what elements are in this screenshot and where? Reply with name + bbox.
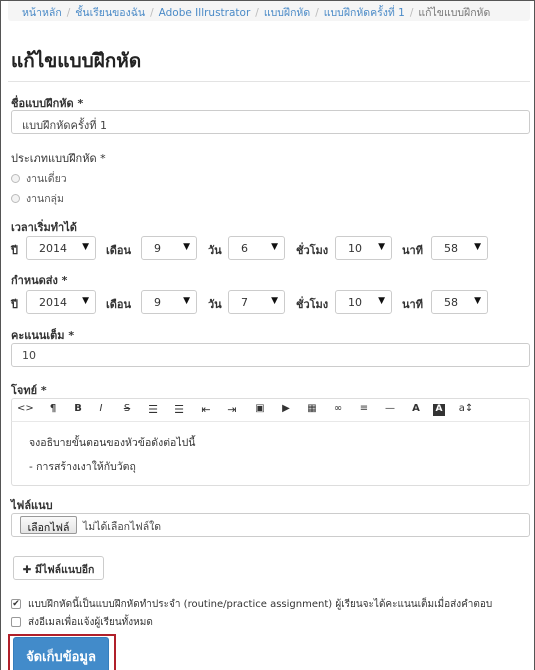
due-month-select[interactable] <box>141 290 197 314</box>
radio-group[interactable] <box>11 191 64 205</box>
breadcrumb-exercises[interactable]: แบบฝึกหัด <box>263 7 311 19</box>
check-icon[interactable]: ✔ <box>12 599 20 609</box>
editor-line-1: จงอธิบายขั้นตอนของหัวข้อดังต่อไปนี้ <box>29 437 196 449</box>
chevron-down-icon: ▼ <box>474 296 481 306</box>
radio-individual-label: งานเดี่ยว <box>26 172 67 185</box>
due-month-label: เดือน <box>106 298 132 311</box>
start-day-select[interactable] <box>228 236 285 260</box>
video-icon[interactable]: ▶ <box>282 403 290 414</box>
start-hour-label: ชั่วโมง <box>296 244 329 257</box>
due-year-select[interactable] <box>26 290 96 314</box>
start-year-select[interactable] <box>26 236 96 260</box>
unordered-list-icon[interactable]: ☰ <box>148 403 158 416</box>
file-status: ไม่ได้เลือกไฟล์ใด <box>83 521 162 533</box>
editor-line-2: - การสร้างเงาให้กับวัตถุ <box>29 461 136 473</box>
chevron-down-icon: ▼ <box>183 242 190 252</box>
score-label: คะแนนเต็ม * <box>11 329 75 342</box>
radio-dot[interactable] <box>11 194 20 203</box>
background-color-icon[interactable]: A <box>433 404 445 416</box>
attach-label: ไฟล์แนบ <box>11 499 53 512</box>
choose-file-button[interactable]: เลือกไฟล์ <box>20 516 77 534</box>
chevron-down-icon: ▼ <box>271 242 278 252</box>
start-year-label: ปี <box>11 244 18 257</box>
align-icon[interactable]: ≡ <box>359 403 369 414</box>
question-label: โจทย์ * <box>11 384 47 397</box>
due-year-label: ปี <box>11 298 18 311</box>
link-icon[interactable]: ∞ <box>333 403 343 414</box>
outdent-icon[interactable]: ⇤ <box>201 403 211 416</box>
paragraph-icon[interactable]: ¶ <box>49 403 57 414</box>
chevron-down-icon: ▼ <box>474 242 481 252</box>
bold-icon[interactable]: B <box>74 403 82 414</box>
plus-icon: ✚ <box>22 564 36 576</box>
start-day-label: วัน <box>208 244 222 257</box>
due-minute-select[interactable] <box>431 290 488 314</box>
score-input[interactable]: 10 <box>11 343 530 367</box>
start-month-label: เดือน <box>106 244 132 257</box>
start-hour-select[interactable] <box>335 236 392 260</box>
start-month-select[interactable] <box>141 236 197 260</box>
due-hour-select[interactable] <box>335 290 392 314</box>
due-minute-label: นาที <box>402 298 423 311</box>
due-day-select[interactable] <box>228 290 285 314</box>
due-hour-label: ชั่วโมง <box>296 298 329 311</box>
radio-dot[interactable] <box>11 174 20 183</box>
horizontal-rule-icon[interactable]: — <box>385 403 395 414</box>
start-label: เวลาเริ่มทำได้ <box>11 221 77 234</box>
ordered-list-icon[interactable]: ☰ <box>174 403 184 416</box>
chevron-down-icon: ▼ <box>82 242 89 252</box>
submit-button[interactable]: จัดเก็บข้อมูล <box>13 637 109 670</box>
image-icon[interactable]: ▣ <box>255 403 265 414</box>
question-editor[interactable] <box>11 422 530 486</box>
radio-individual[interactable] <box>11 171 67 185</box>
email-checkbox-label: ส่งอีเมลเพื่อแจ้งผู้เรียนทั้งหมด <box>28 616 153 628</box>
code-icon[interactable]: <> <box>17 403 34 414</box>
due-label: กำหนดส่ง * <box>11 274 68 287</box>
strikethrough-icon[interactable]: S <box>123 403 131 414</box>
chevron-down-icon: ▼ <box>271 296 278 306</box>
font-size-icon[interactable]: a↕ <box>458 403 474 414</box>
add-more-files-label: มีไฟล์แนบอีก <box>35 564 95 576</box>
radio-group-label: งานกลุ่ม <box>26 192 64 205</box>
indent-icon[interactable]: ⇥ <box>227 403 237 416</box>
due-day-label: วัน <box>208 298 222 311</box>
start-day-value: 6 <box>241 242 248 255</box>
breadcrumb-home[interactable]: หน้าหลัก <box>22 7 62 19</box>
breadcrumb-exercise-1[interactable]: แบบฝึกหัดครั้งที่ 1 <box>323 7 405 19</box>
due-month-value: 9 <box>154 296 161 309</box>
practice-checkbox[interactable] <box>11 597 492 611</box>
title-divider <box>8 81 530 82</box>
page-title: แก้ไขแบบฝึกหัด <box>11 50 142 72</box>
due-minute-value: 58 <box>444 296 458 309</box>
add-more-files-button[interactable] <box>13 556 104 580</box>
due-year-value: 2014 <box>39 296 67 309</box>
chevron-down-icon: ▼ <box>183 296 190 306</box>
breadcrumb: หน้าหลัก / ชั้นเรียนของฉัน / Adobe Illrustrator / แบบฝึกหัด / แบบฝึกหัดครั้งที่ 1 / แก้ไขแบบฝึกหัด <box>8 1 530 21</box>
email-checkbox[interactable] <box>11 615 153 629</box>
chevron-down-icon: ▼ <box>378 296 385 306</box>
start-minute-label: นาที <box>402 244 423 257</box>
name-label: ชื่อแบบฝึกหัด * <box>11 97 84 110</box>
due-day-value: 7 <box>241 296 248 309</box>
start-minute-value: 58 <box>444 242 458 255</box>
start-month-value: 9 <box>154 242 161 255</box>
editor-toolbar <box>11 398 530 422</box>
breadcrumb-course[interactable]: Adobe Illrustrator <box>158 7 251 19</box>
practice-checkbox-label: แบบฝึกหัดนี้เป็นแบบฝึกหัดทำประจำ (routine/practice assignment) ผู้เรียนจะได้คะแนนเต็มเมื่อส่งคำตอบ <box>28 598 493 610</box>
chevron-down-icon: ▼ <box>378 242 385 252</box>
table-icon[interactable]: ▦ <box>307 403 317 414</box>
due-hour-value: 10 <box>348 296 362 309</box>
exercise-name-input[interactable]: แบบฝึกหัดครั้งที่ 1 <box>11 110 530 134</box>
breadcrumb-my-classes[interactable]: ชั้นเรียนของฉัน <box>75 7 146 19</box>
start-minute-select[interactable] <box>431 236 488 260</box>
italic-icon[interactable]: I <box>99 403 103 414</box>
type-label: ประเภทแบบฝึกหัด * <box>11 152 106 165</box>
start-hour-value: 10 <box>348 242 362 255</box>
chevron-down-icon: ▼ <box>82 296 89 306</box>
start-year-value: 2014 <box>39 242 67 255</box>
text-color-icon[interactable]: A <box>412 403 420 414</box>
checkbox-box[interactable] <box>11 617 21 627</box>
breadcrumb-current: แก้ไขแบบฝึกหัด <box>418 7 491 19</box>
